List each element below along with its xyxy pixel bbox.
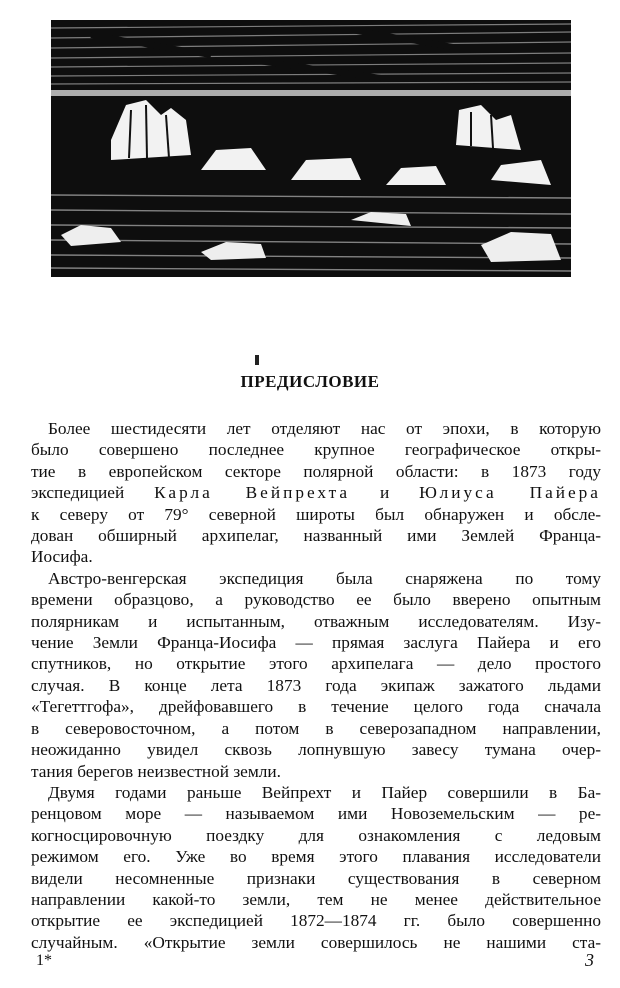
heading-ornament	[255, 355, 259, 365]
person-name-payer: Юлиуса Пайера	[419, 483, 601, 503]
text-line: видели несомненные признаки существования в северном	[31, 868, 601, 888]
chapter-heading: ПРЕДИСЛОВИЕ	[240, 372, 380, 391]
text-line: ренцовом море — называемом ими Новоземельским — ре-	[31, 804, 601, 824]
arctic-ice-engraving	[51, 20, 571, 277]
text-line: к северу от 79° северной широты был обнаружен и обсле-	[31, 504, 601, 524]
text-line: было совершено последнее крупное географическое откры-	[31, 440, 601, 460]
text-line: в северовосточном, а потом в северозападном направлении,	[31, 718, 601, 738]
text-line: случайным. «Открытие земли совершилось не нашими ста-	[31, 932, 601, 952]
text-line: когносцировочную поездку для ознакомления с ледовым	[31, 825, 601, 845]
engraving-image	[51, 20, 571, 277]
text-line: времени образцово, а руководство ее было вверено опытным	[31, 590, 601, 610]
text-line: тания берегов неизвестной земли.	[31, 761, 281, 781]
text-fragment: и	[379, 483, 390, 503]
text-line: направлении какой-то земли, тем не менее действительное	[31, 889, 601, 909]
text-line: дован обширный архипелаг, названный ими Землей Франца-	[31, 526, 601, 546]
text-line: неожиданно увидел сквозь лопнувшую завесу тумана очер-	[31, 740, 601, 760]
text-line: Австро-венгерская экспедиция была снаряжена по тому	[48, 568, 601, 588]
text-line: открытие ее экспедицией 1872—1874 гг. было совершенно	[31, 911, 601, 931]
text-line: режимом его. Уже во время этого плавания исследователи	[31, 847, 601, 867]
text-line: Иосифа.	[31, 547, 93, 567]
text-line: Двумя годами раньше Вейпрехт и Пайер совершили в Ба-	[48, 782, 601, 802]
person-name-weyprecht: Карла Вейпрехта	[154, 483, 351, 503]
text-line: случая. В конце лета 1873 года экипаж зажатого льдами	[31, 675, 601, 695]
page-number: 3	[585, 950, 594, 970]
text-line: «Тегеттгофа», дрейфовавшего в течение целого года сначала	[31, 697, 601, 717]
text-line-with-names	[31, 482, 601, 503]
text-fragment: экспедицией	[31, 483, 125, 503]
text-line: полярникам и испытанным, отважным исследователям. Изу-	[31, 611, 601, 631]
signature-mark: 1*	[36, 952, 52, 969]
body-text	[31, 418, 601, 953]
text-line: Более шестидесяти лет отделяют нас от эпохи, в которую	[48, 419, 601, 438]
text-line: тие в европейском секторе полярной области: в 1873 году	[31, 461, 601, 481]
text-line: чение Земли Франца-Иосифа — прямая заслуга Пайера и его	[31, 633, 601, 653]
text-line: спутников, но открытие этого архипелага — дело простого	[31, 654, 601, 674]
